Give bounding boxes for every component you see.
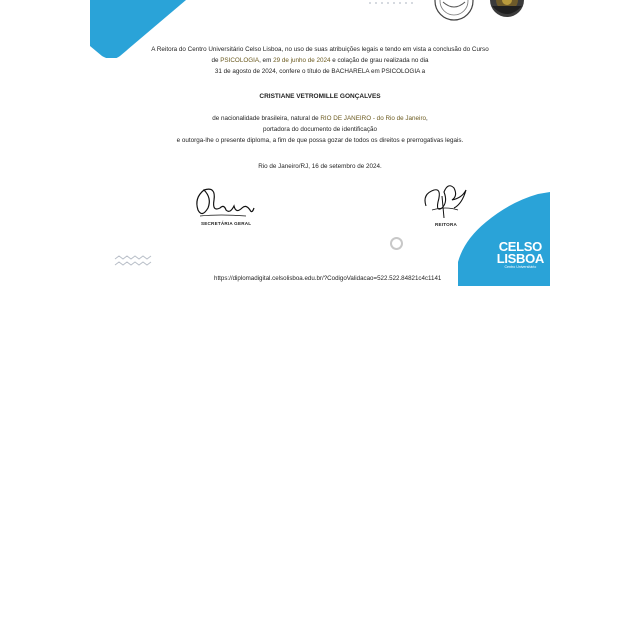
place-and-date: Rio de Janeiro/RJ, 16 de setembro de 2024. <box>258 163 382 170</box>
completion-date: 29 de junho de 2024 <box>273 57 331 64</box>
diploma-document <box>90 0 550 286</box>
celso-lisboa-logo <box>497 241 544 270</box>
conferral-paragraph <box>90 44 550 77</box>
conferral-line-3: 31 de agosto de 2024, confere o título de BACHARELA em PSICOLOGIA a <box>214 68 426 75</box>
verification-link[interactable]: https://diplomadigital.celsolisboa.edu.br/?CodigoValidacao=522.522.84821c4c1141 <box>214 275 442 282</box>
birthplace: RIO DE JANEIRO - do Rio de Janeiro <box>320 115 427 122</box>
ring-decoration <box>390 237 403 250</box>
identity-line-1: de nacionalidade brasileira, natural de RIO DE JANEIRO - do Rio de Janeiro, <box>212 115 428 122</box>
dot-pattern-decoration <box>368 0 416 10</box>
course-name: PSICOLOGIA <box>220 57 260 64</box>
wave-pattern-decoration <box>114 254 154 268</box>
conferral-line-2: de PSICOLOGIA, em 29 de junho de 2024 e colação de grau realizada no dia <box>211 57 429 64</box>
logo-text-line-1: CELSO <box>498 239 542 254</box>
identity-paragraph <box>90 113 550 146</box>
identity-line-3: e outorga-lhe o presente diploma, a fim de que possa gozar de todos os direitos e prerrogativas legais. <box>176 137 464 144</box>
conferral-line-1: A Reitora do Centro Universitário Celso Lisboa, no uso de suas atribuições legais e tendo em vista a conclusão do Curso <box>151 46 489 53</box>
signature-label-secretary: SECRETÁRIA GERAL <box>201 221 252 226</box>
logo-text-line-2: LISBOA <box>496 251 544 266</box>
coat-of-arms-emblem <box>486 0 528 22</box>
signature-label-rector: REITORA <box>435 222 457 227</box>
university-seal-emblem <box>433 0 475 22</box>
graduate-name: CRISTIANE VETROMILLE GONÇALVES <box>259 93 381 100</box>
signature-secretary-image <box>190 184 256 222</box>
identity-line-2: portadora do documento de identificação <box>262 126 378 133</box>
logo-tagline: Centro Universitário <box>504 265 537 269</box>
